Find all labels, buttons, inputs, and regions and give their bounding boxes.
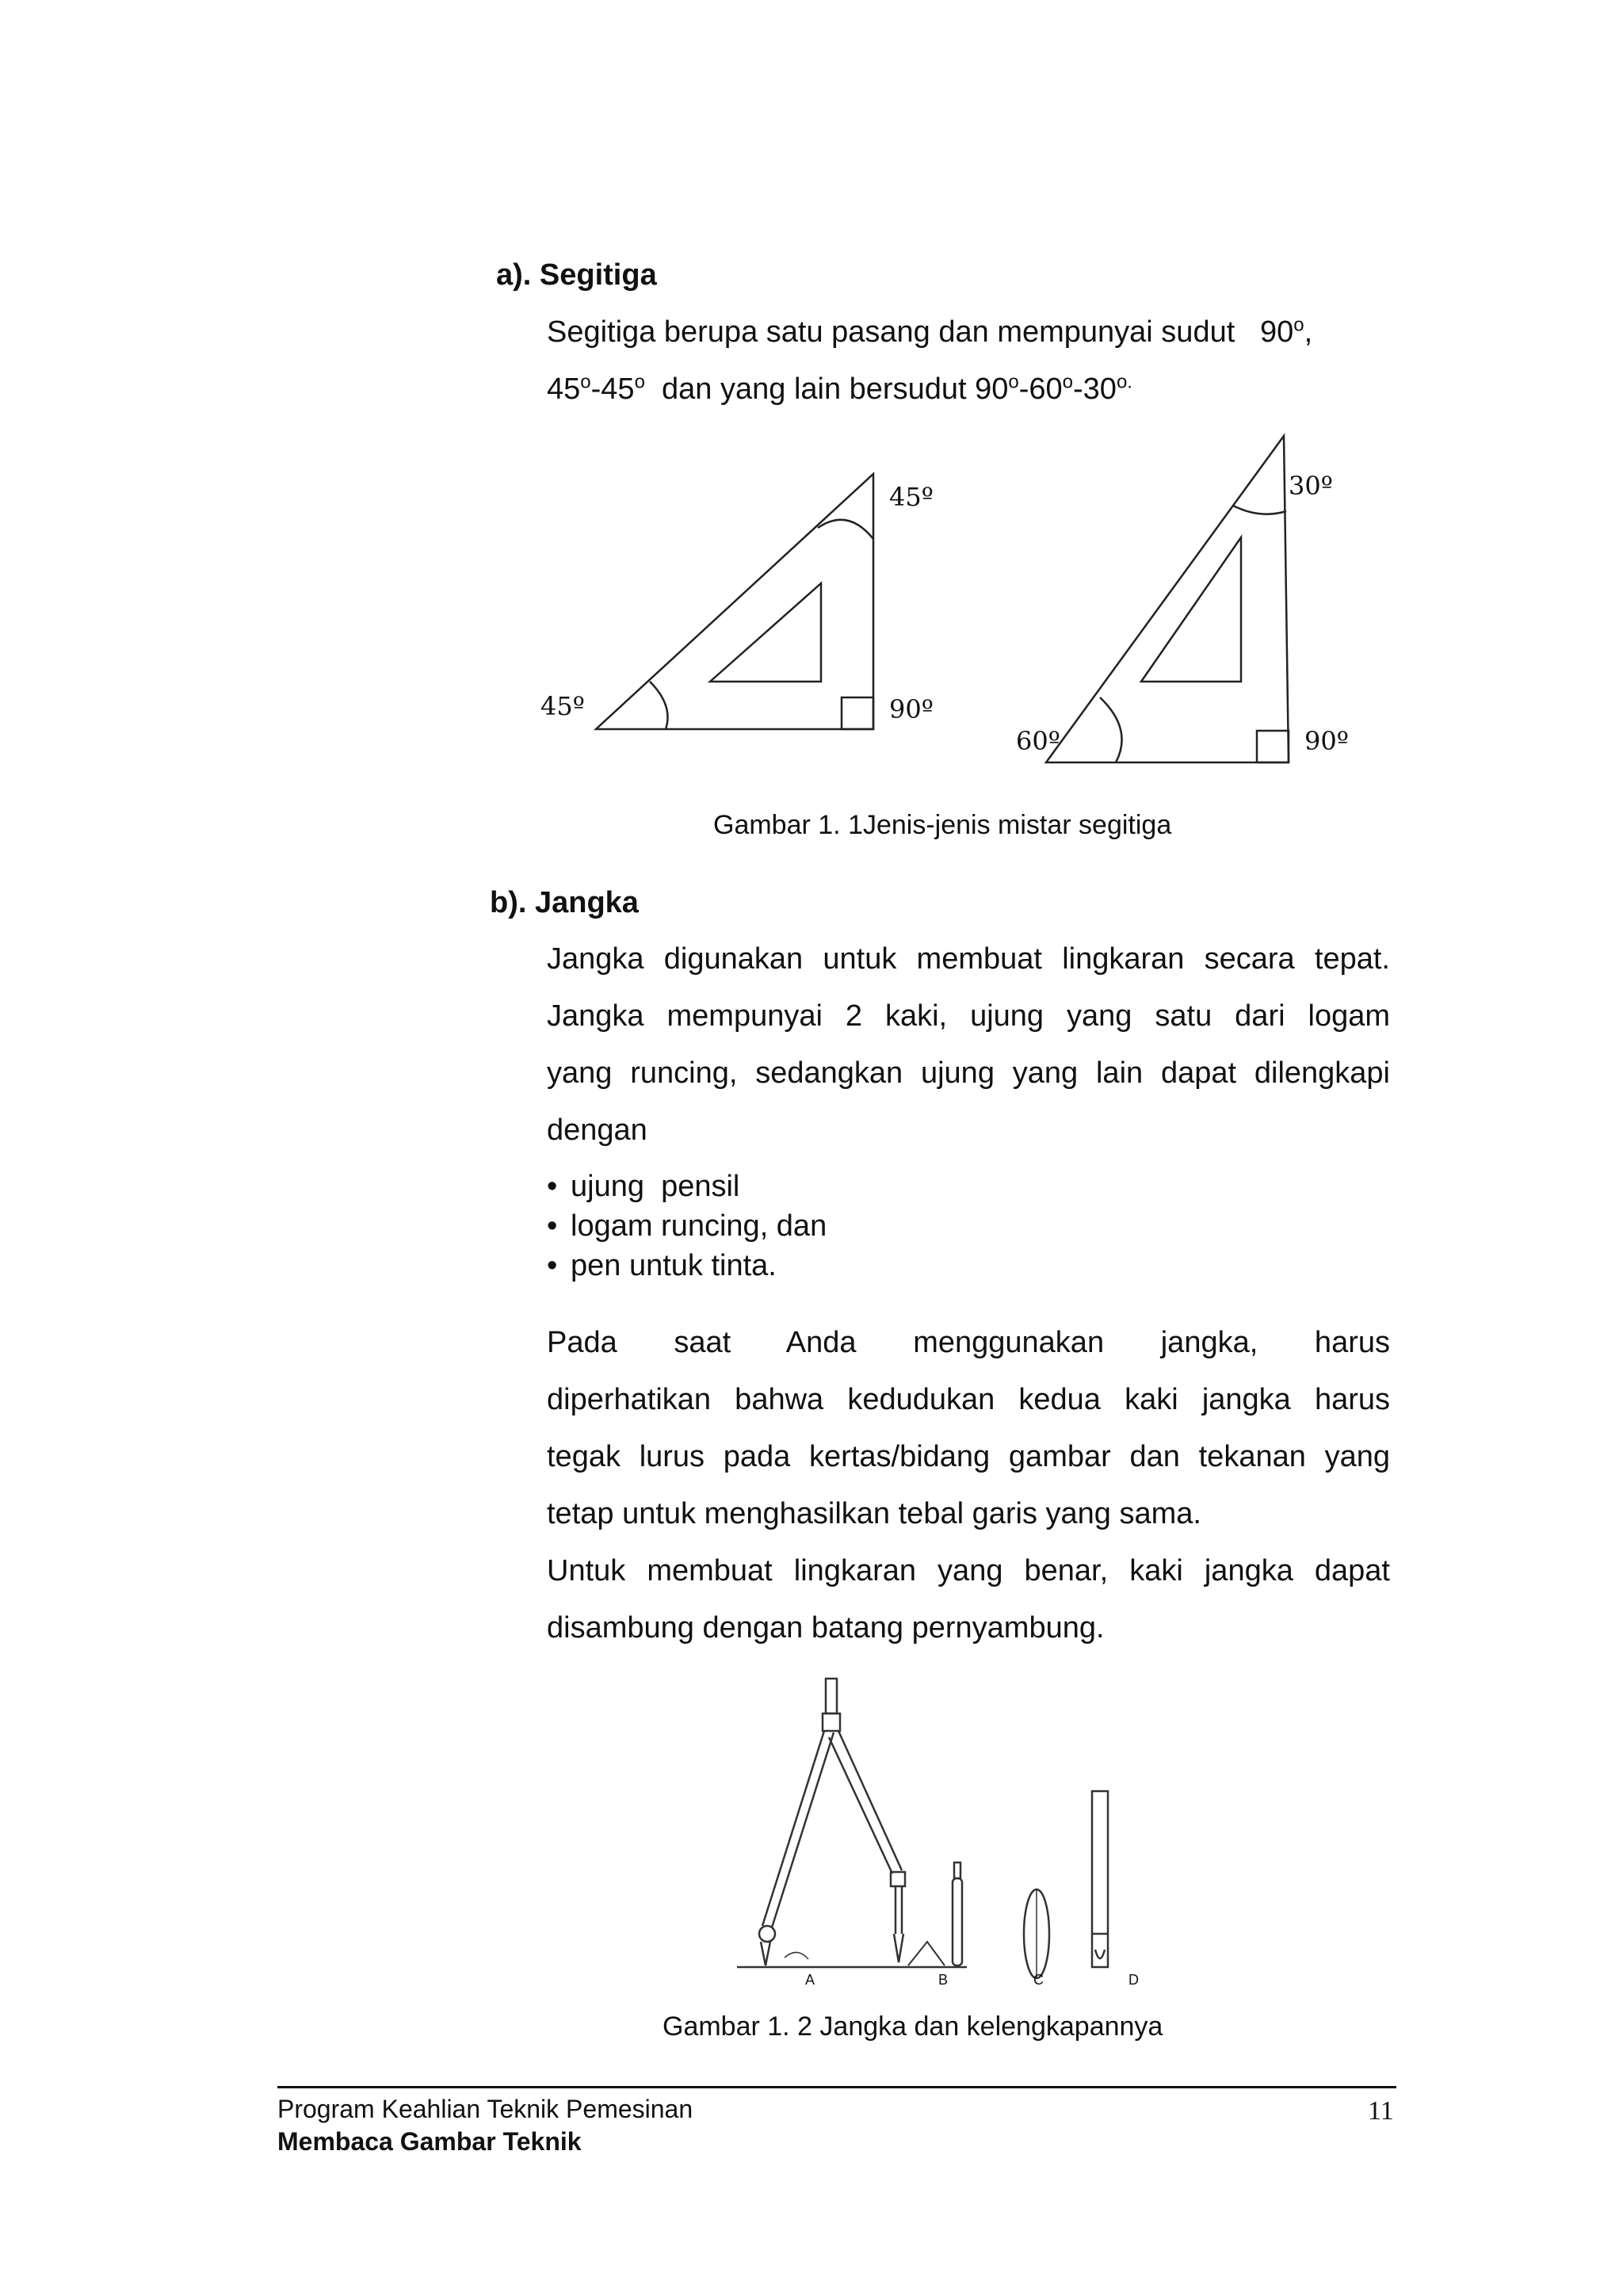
section-a-line-2 (547, 372, 1132, 407)
figure-2-caption: Gambar 1. 2 Jangka dan kelengkapannya (663, 2011, 1163, 2042)
degree-mark: o (1008, 371, 1019, 393)
right-triangle-right-angle: 90º (1304, 726, 1349, 756)
footer-program: Program Keahlian Teknik Pemesinan (277, 2095, 693, 2123)
angle-text: -30 (1073, 372, 1117, 406)
list-item (547, 1167, 827, 1206)
figure-compass (729, 1664, 1173, 1997)
section-b-paragraph-1 (547, 930, 1390, 1159)
right-triangle-top-angle: 30º (1289, 471, 1333, 501)
angle-arc (1233, 506, 1286, 514)
degree-mark: o (1062, 371, 1074, 393)
text-line: diperhatikan bahwa kedudukan kedua kaki jangka harus (547, 1383, 1390, 1416)
angle-arc (785, 1952, 808, 1959)
section-b-paragraph-2 (547, 1314, 1390, 1542)
angle-arc (1100, 697, 1122, 762)
page-number: 11 (1368, 2096, 1394, 2126)
list-item-text: ujung pensil (571, 1170, 740, 1203)
degree-mark: o. (1116, 371, 1132, 393)
compass-joint (891, 1872, 905, 1886)
pencil-attachment (953, 1878, 962, 1966)
angle-text: 45 (547, 372, 581, 406)
compass-pencil-point (894, 1934, 903, 1962)
list-item-text: logam runcing, dan (571, 1209, 827, 1243)
triangle-45-inner-cutout (710, 583, 821, 682)
triangle-45-outline (596, 474, 873, 729)
list-item-text: pen untuk tinta. (571, 1249, 777, 1282)
section-a-line-1-tail: , (1304, 315, 1313, 349)
extension-bar (1092, 1791, 1108, 1967)
left-triangle-top-angle: 45º (889, 482, 934, 512)
text-line: dengan (547, 1114, 647, 1147)
bullet-icon: • (547, 1209, 558, 1243)
left-triangle-right-angle: 90º (889, 694, 934, 724)
degree-mark: o (634, 371, 645, 393)
angle-arc (818, 520, 873, 539)
compass-hinge (823, 1713, 840, 1731)
extension-bar-clip (1095, 1950, 1105, 1958)
left-triangle-left-angle: 45º (540, 691, 585, 721)
text-line: disambung dengan batang pernyambung. (547, 1611, 1105, 1645)
bullet-icon: • (547, 1170, 558, 1203)
triangle-30-outline (1046, 436, 1289, 762)
angle-text: -45 (590, 372, 635, 406)
angle-text: dan yang lain bersudut 90 (644, 372, 1009, 406)
figure-2-label-a: A (805, 1972, 815, 1988)
text-line: tegak lurus pada kertas/bidang gambar dan tekanan yang (547, 1440, 1390, 1473)
angle-text: -60 (1018, 372, 1063, 406)
degree-mark: o (1293, 314, 1304, 336)
figure-triangles (523, 420, 1379, 800)
section-b-heading: b). Jangka (490, 886, 639, 919)
right-triangle-left-angle: 60º (1016, 726, 1060, 756)
right-angle-marker (1257, 731, 1289, 762)
footer-divider (277, 2086, 1396, 2088)
triangle-30-inner-cutout (1141, 537, 1241, 682)
bullet-icon: • (547, 1249, 558, 1282)
section-a-line-1 (547, 315, 1396, 350)
text-line: Pada saat Anda menggunakan jangka, harus (547, 1326, 1390, 1359)
section-a-line-1-text: Segitiga berupa satu pasang dan mempunyai sudut 90 (547, 315, 1294, 349)
text-line: yang runcing, sedangkan ujung yang lain dapat dilengkapi (547, 1056, 1390, 1090)
list-item (547, 1246, 827, 1286)
footer-book-title: Membaca Gambar Teknik (277, 2127, 582, 2156)
text-line: tetap untuk menghasilkan tebal garis yang sama. (547, 1497, 1201, 1530)
compass-left-leg (762, 1731, 834, 1927)
figure-2-label-b: B (938, 1972, 949, 1988)
angle-marker (908, 1942, 945, 1966)
text-line: Jangka digunakan untuk membuat lingkaran secara tepat. (547, 942, 1390, 976)
section-b-paragraph-3 (547, 1542, 1390, 1656)
text-line: Jangka mempunyai 2 kaki, ujung yang satu dari logam (547, 999, 1390, 1033)
angle-arc (650, 682, 668, 729)
right-angle-marker (842, 697, 873, 729)
figure-2-label-d: D (1128, 1972, 1139, 1988)
section-a-heading: a). Segitiga (496, 258, 657, 292)
compass-joint (759, 1926, 775, 1942)
compass-pencil-leg (896, 1886, 902, 1934)
compass-right-leg (829, 1731, 902, 1874)
list-item (547, 1206, 827, 1246)
figure-1-caption: Gambar 1. 1Jenis-jenis mistar segitiga (713, 810, 1172, 840)
degree-mark: o (580, 371, 591, 393)
text-line: Untuk membuat lingkaran yang benar, kaki jangka dapat (547, 1554, 1390, 1587)
bullet-list (547, 1167, 827, 1286)
figure-2-label-c: C (1033, 1972, 1044, 1988)
compass-handle (826, 1679, 837, 1713)
compass-needle-point (761, 1942, 770, 1966)
pencil-attachment-top (954, 1862, 960, 1878)
